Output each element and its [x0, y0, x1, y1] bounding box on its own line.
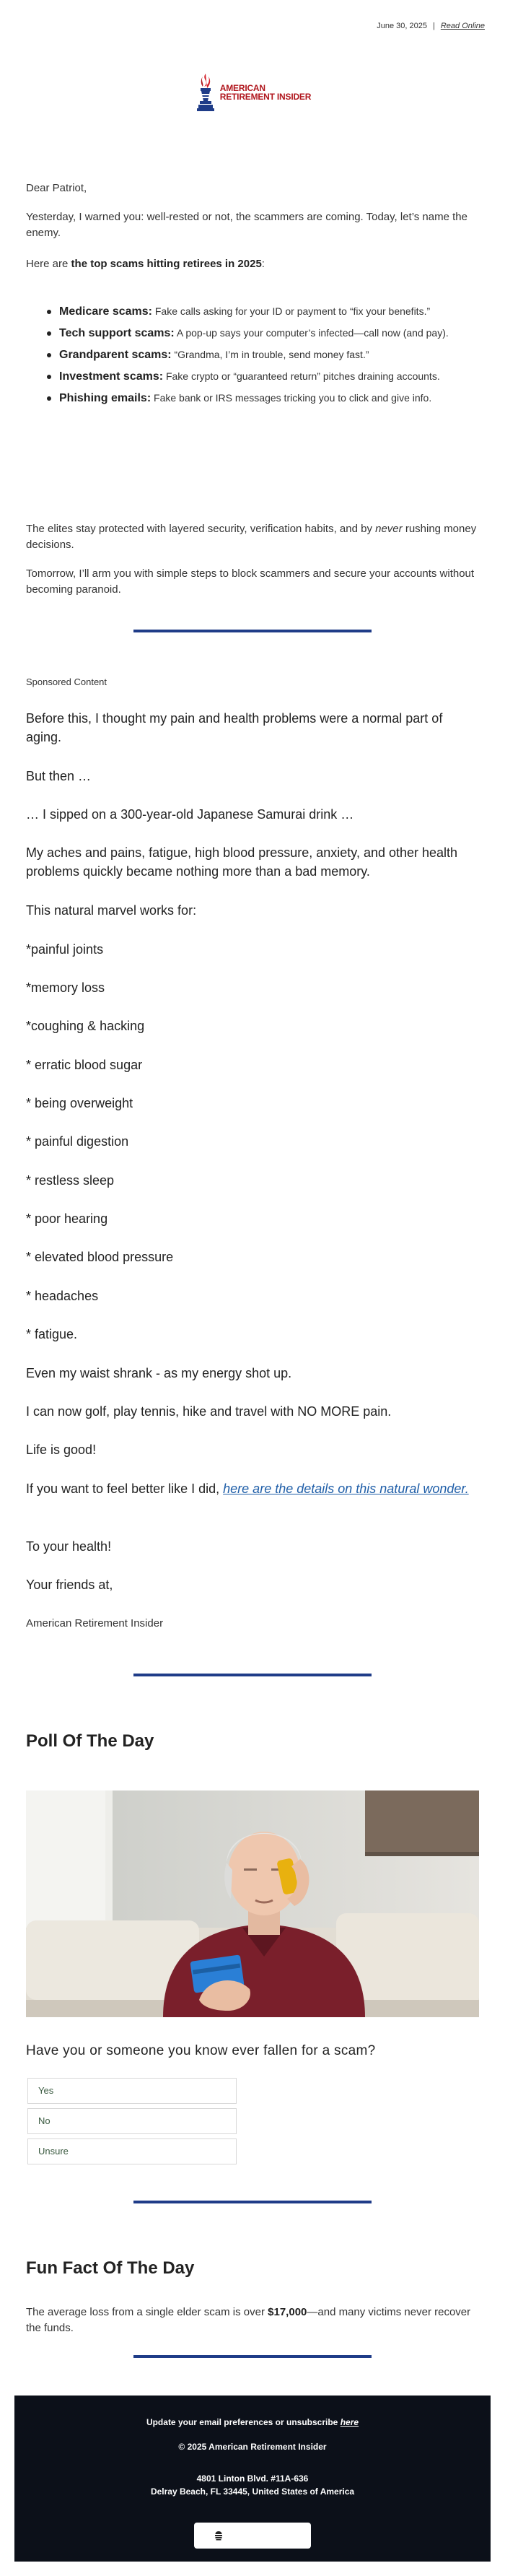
benefit-item: * elevated blood pressure	[26, 1250, 174, 1264]
sponsored-paragraph-11: Your friends at,	[26, 1578, 113, 1592]
sponsored-paragraph-10: To your health!	[26, 1539, 112, 1554]
powered-by-text: Powered by beehiiv	[228, 2531, 291, 2540]
list-item: Tech support scams: A pop-up says your computer’s infected—call now (and pay).	[59, 326, 479, 340]
powered-by-badge[interactable]	[194, 2523, 311, 2549]
benefit-item: *coughing & hacking	[26, 1019, 145, 1033]
sponsored-label: Sponsored Content	[26, 676, 107, 687]
fun-fact-text: The average loss from a single elder scam is over $17,000—and many victims never recover the funds.	[26, 2306, 471, 2334]
sponsored-paragraph-8: Life is good!	[26, 1443, 97, 1457]
sponsored-paragraph-4: My aches and pains, fatigue, high blood pressure, anxiety, and other health problems quickly became nothing more than a bad memory.	[26, 845, 458, 879]
read-online-link[interactable]: Read Online	[440, 22, 485, 30]
benefit-item: *painful joints	[26, 942, 104, 957]
section-divider	[133, 630, 372, 632]
benefit-item: * being overweight	[26, 1096, 133, 1110]
footer-copyright: © 2025 American Retirement Insider	[178, 2442, 327, 2452]
poll-option-unsure[interactable]: Unsure	[27, 2138, 237, 2164]
poll-image	[26, 1790, 479, 2017]
sponsored-paragraph-6: Even my waist shrank - as my energy shot up.	[26, 1366, 292, 1380]
footer-address-line-2: Delray Beach, FL 33445, United States of America	[150, 2486, 355, 2497]
issue-date: June 30, 2025	[377, 22, 427, 30]
logo-line-2: RETIREMENT INSIDER	[219, 92, 312, 102]
intro-emphasis: the top scams hitting retirees in 2025	[71, 258, 262, 270]
intro-paragraph-2: Here are the top scams hitting retirees in 2025:	[26, 258, 265, 270]
top-bar	[377, 22, 485, 30]
benefit-item: * headaches	[26, 1289, 99, 1303]
section-divider	[133, 1674, 372, 1676]
list-item: Phishing emails: Fake bank or IRS messages tricking you to click and give info.	[59, 391, 479, 405]
sponsored-paragraph-5: This natural marvel works for:	[26, 903, 197, 918]
intro-paragraph-1: Yesterday, I warned you: well-rested or not, the scammers are coming. Today, let’s name the enemy.	[26, 211, 467, 239]
beehiiv-icon	[214, 2531, 224, 2541]
brand-logo	[0, 72, 505, 113]
list-item: Grandparent scams: “Grandma, I’m in trouble, send money fast.”	[59, 348, 479, 362]
benefit-item: * erratic blood sugar	[26, 1058, 143, 1072]
list-item: Investment scams: Fake crypto or “guaranteed return” pitches draining accounts.	[59, 370, 479, 383]
benefit-item: *memory loss	[26, 980, 105, 995]
logo-line-1: AMERICAN	[219, 83, 265, 93]
sponsored-link[interactable]: here are the details on this natural wonder.	[223, 1481, 469, 1496]
footer-preferences: Update your email preferences or unsubscribe here	[146, 2417, 359, 2427]
benefit-item: * painful digestion	[26, 1134, 129, 1149]
sponsored-paragraph-2: But then …	[26, 769, 92, 783]
footer	[14, 2396, 491, 2562]
sponsored-signature: American Retirement Insider	[26, 1617, 164, 1629]
list-item: Medicare scams: Fake calls asking for your ID or payment to “fix your benefits.”	[59, 305, 479, 318]
benefit-item: * restless sleep	[26, 1173, 115, 1188]
fun-fact-amount: $17,000	[268, 2306, 307, 2318]
sponsored-paragraph-3: … I sipped on a 300-year-old Japanese Samurai drink …	[26, 807, 354, 822]
unsubscribe-link[interactable]: here	[340, 2417, 359, 2427]
torch-icon	[194, 72, 217, 113]
sponsored-paragraph-9: If you want to feel better like I did, here are the details on this natural wonder.	[26, 1481, 469, 1496]
section-divider	[133, 2201, 372, 2203]
outro-paragraph-2: Tomorrow, I’ll arm you with simple steps to block scammers and secure your accounts without becoming paranoid.	[26, 567, 475, 596]
senior-on-phone-illustration	[26, 1790, 479, 2017]
scam-list	[26, 305, 479, 413]
poll-option-no[interactable]: No	[27, 2108, 237, 2134]
section-divider	[133, 2355, 372, 2358]
benefit-item: * poor hearing	[26, 1211, 108, 1226]
benefit-item: * fatigue.	[26, 1327, 78, 1341]
fun-fact-title: Fun Fact Of The Day	[26, 2258, 195, 2278]
separator: |	[432, 22, 435, 30]
poll-question: Have you or someone you know ever fallen for a scam?	[26, 2043, 376, 2058]
footer-address-line-1: 4801 Linton Blvd. #11A-636	[196, 2473, 309, 2484]
poll-option-yes[interactable]: Yes	[27, 2078, 237, 2104]
poll-title: Poll Of The Day	[26, 1731, 154, 1751]
greeting: Dear Patriot,	[26, 182, 87, 194]
sponsored-paragraph-1: Before this, I thought my pain and health problems were a normal part of aging.	[26, 711, 443, 744]
outro-paragraph-1: The elites stay protected with layered security, verification habits, and by never rushing money decisions.	[26, 523, 477, 551]
sponsored-paragraph-7: I can now golf, play tennis, hike and travel with NO MORE pain.	[26, 1404, 392, 1419]
